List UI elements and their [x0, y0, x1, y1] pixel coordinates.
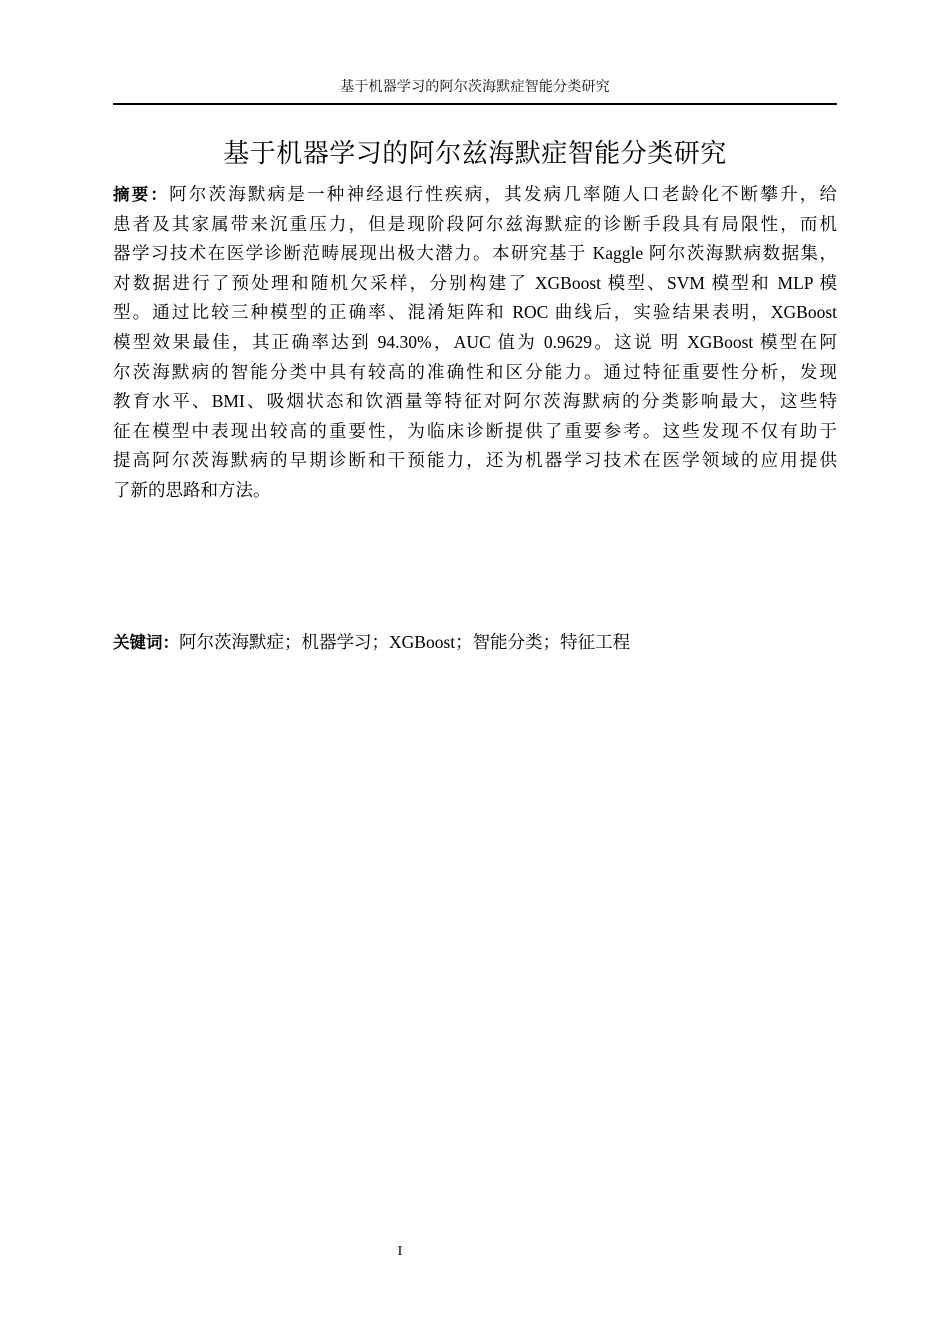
page-title: 基于机器学习的阿尔兹海默症智能分类研究 [223, 139, 727, 169]
abstract-line: 对数据进行了预处理和随机欠采样，分别构建了 XGBoost 模型、SVM 模型和 MLP 模 [113, 272, 837, 293]
running-header: 基于机器学习的阿尔茨海默症智能分类研究 [340, 80, 610, 95]
keywords-label: 关键词： [113, 633, 179, 652]
abstract-line: 尔茨海默病的智能分类中具有较高的准确性和区分能力。通过特征重要性分析，发现 [113, 361, 837, 382]
keywords-text: 阿尔茨海默症；机器学习；XGBoost；智能分类；特征工程 [179, 632, 631, 652]
abstract-line: 了新的思路和方法。 [113, 479, 271, 500]
abstract-label: 摘要： [113, 185, 170, 204]
abstract-line: 模型效果最佳，其正确率达到 94.30%，AUC 值为 0.9629。这说 明 XGBoost 模型在阿 [113, 331, 837, 352]
abstract-line: 患者及其家属带来沉重压力，但是现阶段阿尔兹海默症的诊断手段具有局限性，而机 [113, 213, 837, 234]
page-number: I [397, 1244, 403, 1259]
abstract-line: 征在模型中表现出较高的重要性，为临床诊断提供了重要参考。这些发现不仅有助于 [113, 420, 837, 441]
abstract-section [113, 180, 837, 506]
abstract-line: 摘要：阿尔茨海默病是一种神经退行性疾病，其发病几率随人口老龄化不断攀升，给 [113, 184, 837, 204]
abstract-line: 型。通过比较三种模型的正确率、混淆矩阵和 ROC 曲线后，实验结果表明，XGBoost [113, 302, 837, 323]
header-rule [113, 103, 837, 105]
abstract-line: 器学习技术在医学诊断范畴展现出极大潜力。本研究基于 Kaggle 阿尔茨海默病数据集， [113, 243, 837, 264]
keywords-section [113, 628, 837, 658]
abstract-line: 教育水平、BMI、吸烟状态和饮酒量等特征对阿尔茨海默病的分类影响最大，这些特 [113, 391, 837, 412]
abstract-line: 提高阿尔茨海默病的早期诊断和干预能力，还为机器学习技术在医学领域的应用提供 [113, 450, 837, 471]
